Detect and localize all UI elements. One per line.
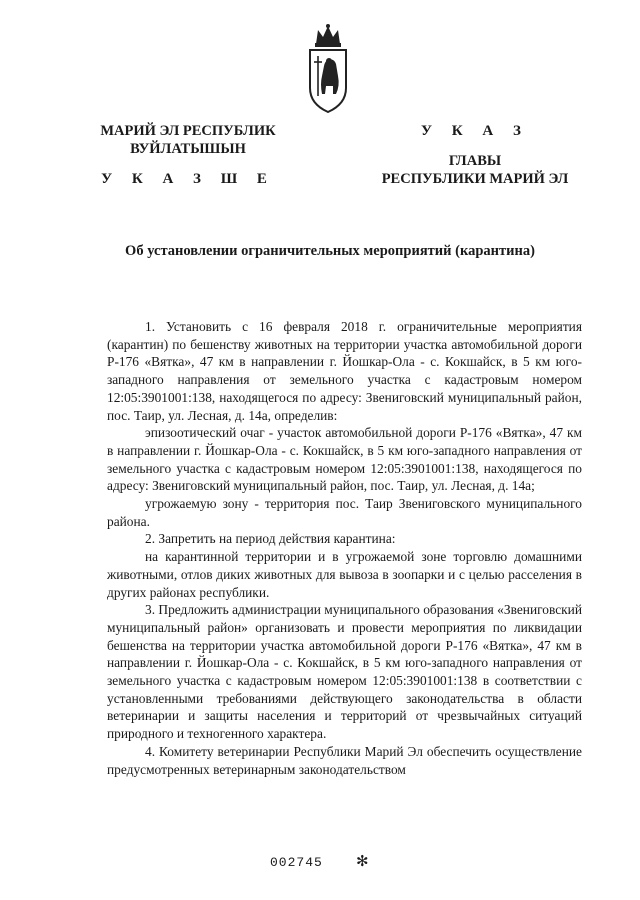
snowflake-mark-icon: ✻: [356, 854, 369, 870]
serial-number: 002745: [270, 855, 323, 870]
header-right-doc-type: У К А З: [421, 123, 529, 139]
header-left-line2: ВУЙЛАТЫШЫН: [130, 141, 246, 157]
header-left: [88, 122, 288, 188]
paragraph: на карантинной территории и в угрожаемой зоне торговлю домашними животными, отлов диких животных для вывоза в зоопарки и с целью расселения в других районах республики.: [107, 549, 582, 600]
paragraph: 2. Запретить на период действия карантина:: [145, 531, 396, 547]
header-right-line2: РЕСПУБЛИКИ МАРИЙ ЭЛ: [381, 171, 569, 187]
header-right: [360, 122, 590, 188]
header-left-line1: МАРИЙ ЭЛ РЕСПУБЛИК: [100, 123, 276, 139]
header-right-line1: ГЛАВЫ: [448, 153, 502, 169]
paragraph: 1. Установить с 16 февраля 2018 г. ограничительные мероприятия (карантин) по бешенству животных на территории участка автомобильной дороги Р-176 «Вятка», 47 км в направлении г. Йошкар-Ола - с. Кокшайск, в 5 км юго-западного направления от земельного участка с кадастровым номером 12:05:3901001:138, находящегося по адресу: Звениговский муниципальный район, пос. Таир, ул. Лесная, д. 14а, определив:: [107, 319, 582, 423]
paragraph: угрожаемую зону - территория пос. Таир Звениговского муниципального района.: [107, 496, 582, 529]
paragraph: эпизоотический очаг - участок автомобильной дороги Р-176 «Вятка», 47 км в направлении г. Йошкар-Ола - с. Кокшайск, в 5 км юго-западного направления от земельного участка с кадастровым номером 12:05:3901001:138, находящегося по адресу: Звениговский муниципальный район, пос. Таир, ул. Лесная, д. 14а;: [107, 425, 582, 494]
header-left-doc-type: У К А З Ш Е: [101, 171, 275, 187]
document-title: Об установлении ограничительных мероприятий (карантина): [125, 243, 535, 259]
paragraph: 3. Предложить администрации муниципального образования «Звениговский муниципальный район» организовать и провести мероприятия по ликвидации бешенства на территории участка автомобильной дороги Р-176 «Вятка», 47 км в направлении г. Йошкар-Ола - с. Кокшайск, в 5 км юго-западного направления от земельного участка с кадастровым номером 12:05:3901001:138 в соответствии с установленными требованиями действующего законодательства в области ветеринарии и защиты населения и территорий от чрезвычайных ситуаций природного и техногенного характера.: [107, 602, 582, 742]
document-body: [107, 318, 582, 778]
coat-of-arms-emblem: [298, 22, 358, 118]
paragraph: 4. Комитету ветеринарии Республики Марий Эл обеспечить осуществление предусмотренных ветеринарным законодательством: [107, 743, 582, 777]
